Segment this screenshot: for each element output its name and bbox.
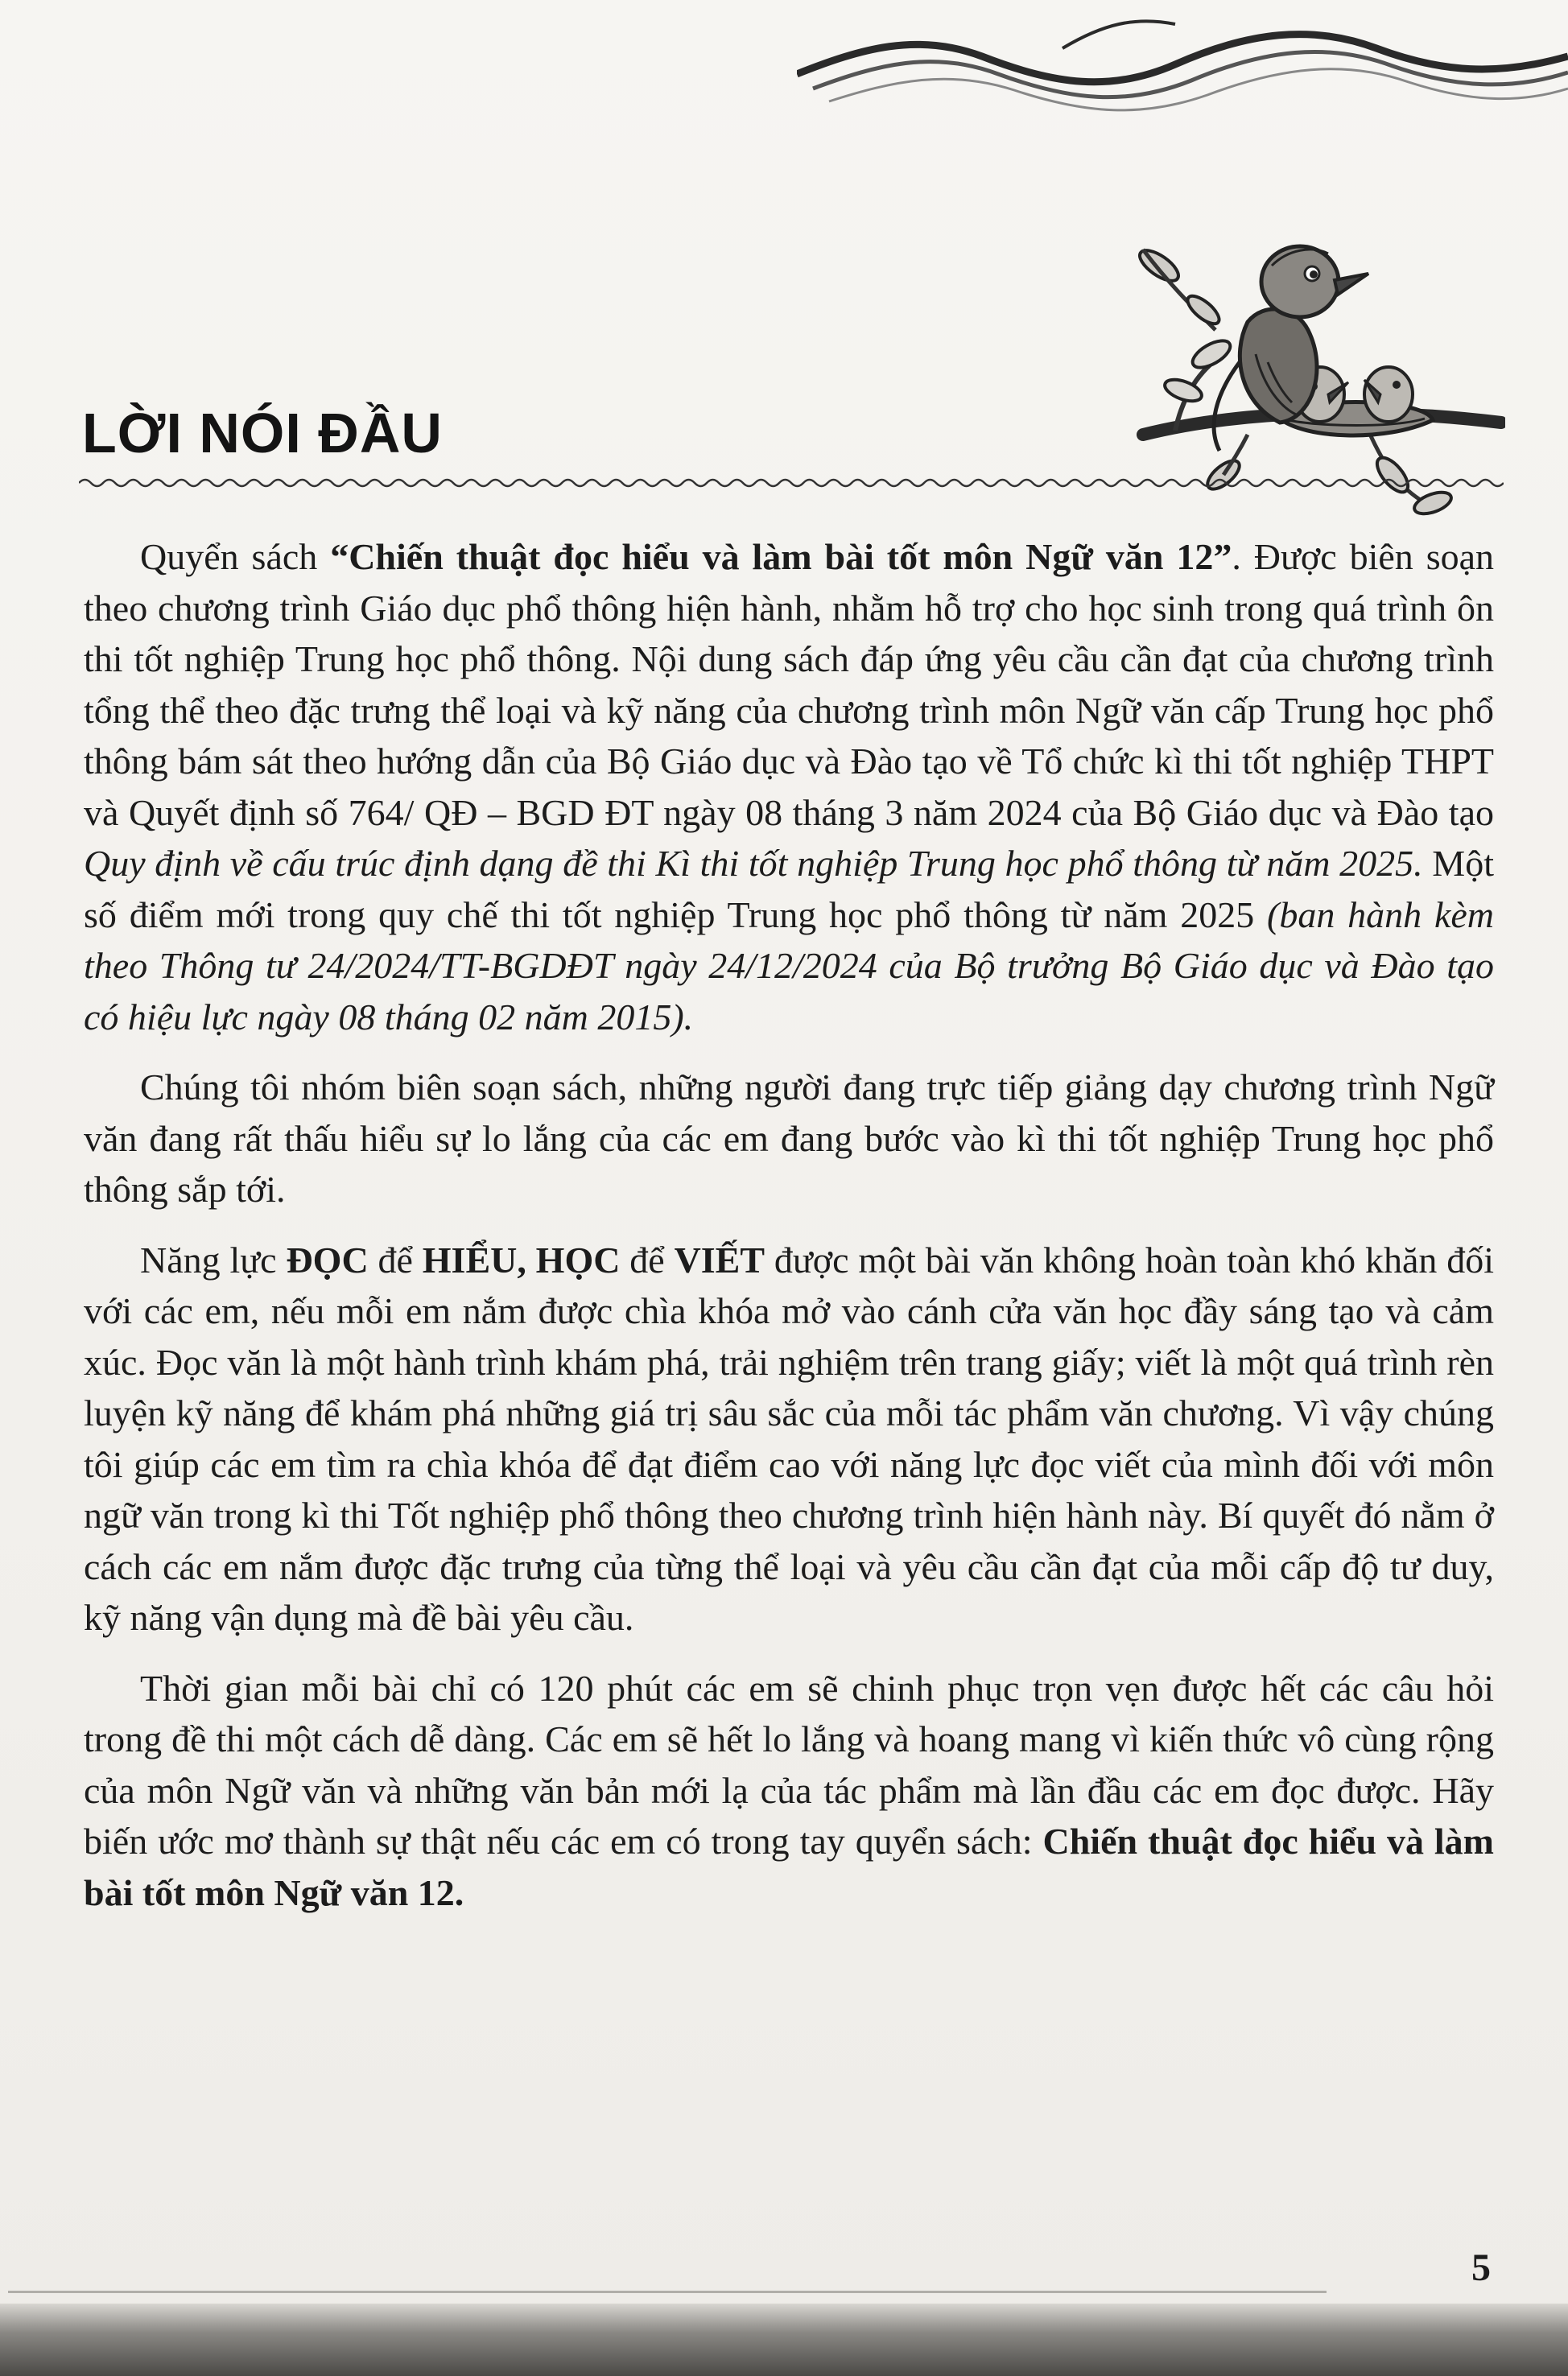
wavy-title-divider (79, 475, 1504, 491)
regulation-title-italic: Quy định về cấu trúc định dạng đề thi Kì thi tốt nghiệp Trung học phổ thông từ năm 2025. (84, 843, 1423, 884)
keyword-hieu-hoc: HIỂU, HỌC (422, 1239, 621, 1281)
paragraph-intro-text: Quyển sách (140, 536, 331, 577)
paragraph-skills-text: để (368, 1239, 423, 1281)
paragraph-closing (84, 1663, 1494, 1919)
page-number: 5 (1471, 2246, 1491, 2289)
paragraph-skills-text: Năng lực (140, 1239, 287, 1281)
paragraph-skills-text: để (620, 1239, 675, 1281)
page-bottom-edge (0, 2304, 1568, 2376)
paragraph-skills-text: được một bài văn không hoàn toàn khó khăn đối với các em, nếu mỗi em nắm được chìa khóa mở vào cánh cửa văn học đầy sáng tạo và cảm xúc. Đọc văn là một hành trình khám phá, trải nghiệm trên trang giấy; viết là một quá trình rèn luyện kỹ năng để khám phá những giá trị sâu sắc của mỗi tác phẩm văn chương. Vì vậy chúng tôi giúp các em tìm ra chìa khóa để đạt điểm cao với năng lực đọc viết của mình đối với môn ngữ văn trong kì thi Tốt nghiệp phổ thông theo chương trình hiện hành này. Bí quyết đó nằm ở cách các em nắm được đặc trưng của từng thể loại và yêu cầu cần đạt của mỗi cấp độ tư duy, kỹ năng vận dụng mà đề bài yêu cầu. (84, 1239, 1495, 1638)
paragraph-intro-text: . Được biên soạn theo chương trình Giáo dục phổ thông hiện hành, nhằm hỗ trợ cho học sinh trong quá trình ôn thi tốt nghiệp Trung học phổ thông. Nội dung sách đáp ứng yêu cầu cần đạt của chương trình tổng thể theo đặc trưng thể loại và kỹ năng của chương trình môn Ngữ văn cấp Trung học phổ thông bám sát theo hướng dẫn của Bộ Giáo dục và Đào tạo về Tổ chức kì thi tốt nghiệp THPT và Quyết định số 764/ QĐ – BGD ĐT ngày 08 tháng 3 năm 2024 của Bộ Giáo dục và Đào tạo (84, 536, 1495, 833)
keyword-doc: ĐỌC (286, 1239, 369, 1281)
paragraph-authors: Chúng tôi nhóm biên soạn sách, những người đang trực tiếp giảng dạy chương trình Ngữ văn đang rất thấu hiểu sự lo lắng của các em đang bước vào kì thi tốt nghiệp Trung học phổ thông sắp tới. (84, 1066, 1494, 1210)
paragraph-intro (84, 531, 1494, 1042)
keyword-viet: VIẾT (674, 1239, 765, 1281)
preface-body (84, 531, 1494, 1937)
circular-note-italic: (ban hành kèm theo Thông tư 24/2024/TT-BGDĐT ngày 24/12/2024 của Bộ trưởng Bộ Giáo dục và Đào tạo có hiệu lực ngày 08 tháng 02 năm 2015). (84, 893, 1495, 1037)
paragraph-skills (84, 1235, 1494, 1644)
paragraph-closing-text: Thời gian mỗi bài chỉ có 120 phút các em sẽ chinh phục trọn vẹn được hết các câu hỏi trong đề thi một cách dễ dàng. Các em sẽ hết lo lắng và hoang mang vì kiến thức vô cùng rộng của môn Ngữ văn và những văn bản mới lạ của tác phẩm mà lần đầu các em đọc được. Hãy biến ước mơ thành sự thật nếu các em có trong tay quyển sách: (84, 1667, 1494, 1862)
paragraph-intro-text: Một số điểm mới trong quy chế thi tốt nghiệp Trung học phổ thông từ năm 2025 (84, 843, 1494, 935)
wave-ornament-icon (797, 0, 1568, 137)
page-title: LỜI NÓI ĐẦU (82, 402, 443, 464)
book-title-bold: “Chiến thuật đọc hiểu và làm bài tốt môn Ngữ văn 12” (330, 536, 1232, 577)
book-title-bold-closing: Chiến thuật đọc hiểu và làm bài tốt môn Ngữ văn 12. (84, 1821, 1494, 1913)
footer-divider (8, 2291, 1327, 2293)
